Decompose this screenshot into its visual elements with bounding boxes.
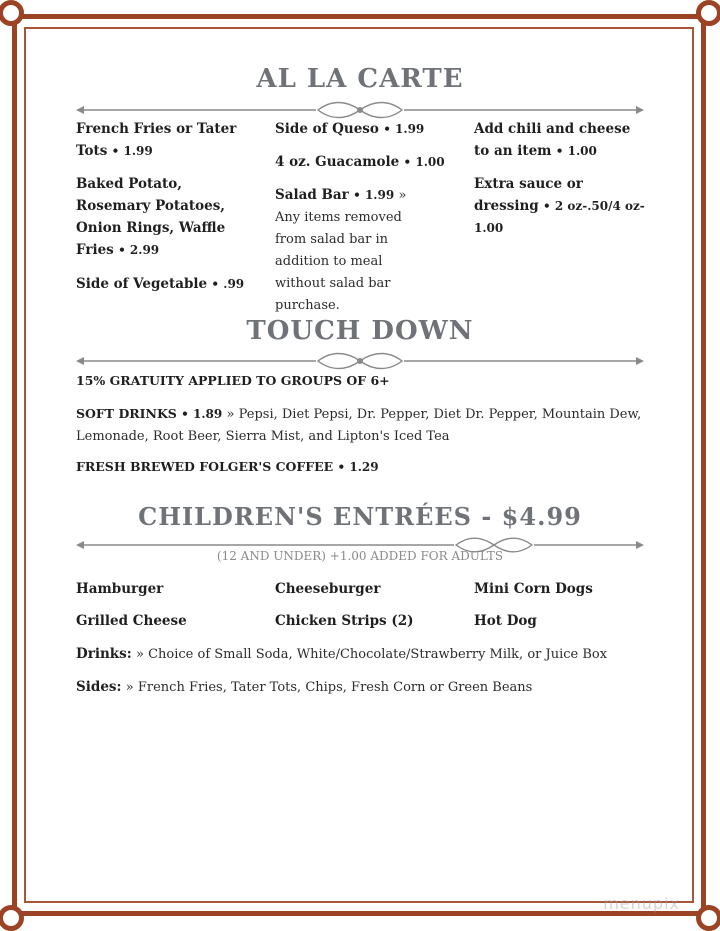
kids-drinks: Drinks: » Choice of Small Soda, White/Chocolate/Strawberry Milk, or Juice Box <box>76 646 608 662</box>
menu-item-vegetable: Side of Vegetable • .99 <box>76 276 245 292</box>
flourish-divider-icon <box>76 100 644 120</box>
menu-item-extra-sauce: Extra sauce or dressing • 2 oz-.50/4 oz-1.00 <box>474 176 645 235</box>
al-la-carte-title: AL LA CARTE <box>256 64 464 94</box>
kids-item-chicken-strips: Chicken Strips (2) <box>275 613 414 629</box>
menu-item-soft-drinks: SOFT DRINKS • 1.89 » Pepsi, Diet Pepsi, Dr. Pepper, Diet Dr. Pepper, Mountain Dew, Lemonade, Root Beer, Sierra Mist, and Lipton's Iced Tea <box>76 406 642 444</box>
menu-item-potatoes: Baked Potato, Rosemary Potatoes, Onion Rings, Waffle Fries • 2.99 <box>76 176 226 258</box>
menu-item-guacamole: 4 oz. Guacamole • 1.00 <box>275 154 445 170</box>
corner-ornament-icon <box>0 905 24 931</box>
corner-ornament-icon <box>696 0 720 26</box>
corner-ornament-icon <box>696 905 720 931</box>
kids-sides: Sides: » French Fries, Tater Tots, Chips, Fresh Corn or Green Beans <box>76 679 533 695</box>
menu-item-queso: Side of Queso • 1.99 <box>275 121 425 137</box>
flourish-divider-icon <box>76 351 644 371</box>
childrens-entrees-title: CHILDREN'S ENTRÉES - $4.99 <box>138 502 582 531</box>
menu-item-fries-tots: French Fries or Tater Tots • 1.99 <box>76 121 237 159</box>
kids-item-hamburger: Hamburger <box>76 581 164 597</box>
childrens-subtitle: (12 AND UNDER) +1.00 ADDED FOR ADULTS <box>216 549 504 563</box>
kids-item-corn-dogs: Mini Corn Dogs <box>474 581 593 597</box>
watermark: menupix <box>603 894 680 913</box>
kids-item-grilled-cheese: Grilled Cheese <box>76 613 187 629</box>
kids-item-hot-dog: Hot Dog <box>474 613 537 629</box>
menu-item-coffee: FRESH BREWED FOLGER'S COFFEE • 1.29 <box>76 459 379 474</box>
menu-item-salad-bar: Salad Bar • 1.99 » Any items removed from salad bar in addition to meal without salad bar purchase. <box>275 187 407 313</box>
kids-item-cheeseburger: Cheeseburger <box>275 581 381 597</box>
gratuity-note: 15% GRATUITY APPLIED TO GROUPS OF 6+ <box>76 373 390 388</box>
menu-item-chili-cheese: Add chili and cheese to an item • 1.00 <box>474 121 631 159</box>
touch-down-title: TOUCH DOWN <box>246 316 474 346</box>
